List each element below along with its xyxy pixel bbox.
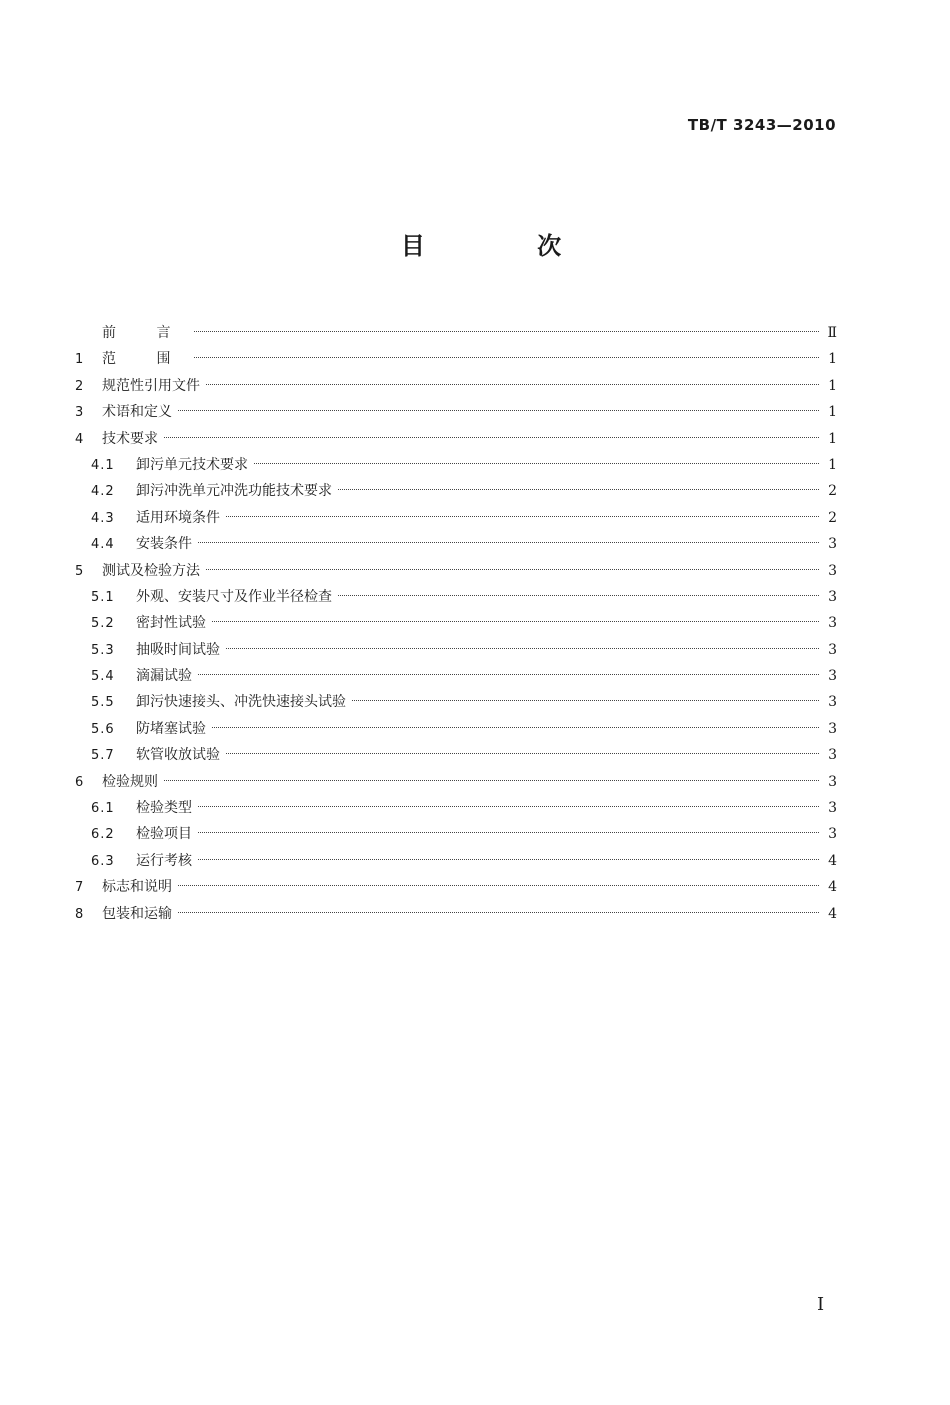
toc-entry[interactable] xyxy=(75,610,837,636)
toc-entry-number: 5.7 xyxy=(91,748,115,764)
toc-entry-number: 7 xyxy=(75,880,84,896)
toc-entry-page: 3 xyxy=(828,615,837,632)
toc-dot-leader xyxy=(226,516,819,517)
toc-entry-title: 测试及检验方法 xyxy=(102,562,200,579)
toc-entry[interactable] xyxy=(75,478,837,504)
toc-entry-number: 6 xyxy=(75,774,84,790)
toc-entry-title: 适用环境条件 xyxy=(136,509,220,526)
toc-entry-number: 4.2 xyxy=(91,484,115,500)
toc-entry[interactable] xyxy=(75,531,837,557)
standard-code: TB/T 3243—2010 xyxy=(687,116,836,134)
toc-entry-number: 2 xyxy=(75,378,84,394)
toc-entry-page: 2 xyxy=(828,509,837,526)
toc-entry-page: 1 xyxy=(828,404,837,421)
toc-dot-leader xyxy=(198,542,819,543)
toc-entry[interactable] xyxy=(75,821,837,847)
toc-entry-title: 检验规则 xyxy=(102,773,158,790)
toc-entry-title: 范 围 xyxy=(102,351,189,368)
toc-entry-title: 卸污冲洗单元冲洗功能技术要求 xyxy=(136,483,332,500)
toc-entry-number: 1 xyxy=(75,352,84,368)
toc-entry-number: 4 xyxy=(75,431,84,447)
toc-entry-number: 6.2 xyxy=(91,827,115,843)
toc-entry-page: 3 xyxy=(828,641,837,658)
toc-entry-page: 3 xyxy=(828,826,837,843)
toc-entry-page: 3 xyxy=(828,800,837,817)
toc-entry[interactable] xyxy=(75,663,837,689)
toc-entry-page: 3 xyxy=(828,720,837,737)
toc-dot-leader xyxy=(206,569,819,570)
toc-entry-title: 外观、安装尺寸及作业半径检查 xyxy=(136,588,332,605)
toc-entry-page: 3 xyxy=(828,536,837,553)
toc-entry-number: 4.3 xyxy=(91,510,115,526)
toc-entry[interactable] xyxy=(75,848,837,874)
toc-dot-leader xyxy=(178,912,819,913)
toc-entry-page: 4 xyxy=(828,905,837,922)
toc-entry-title: 滴漏试验 xyxy=(136,668,192,685)
toc-entry[interactable] xyxy=(75,689,837,715)
toc-entry-number: 8 xyxy=(75,906,84,922)
toc-entry-page: 1 xyxy=(828,351,837,368)
toc-entry-page: 4 xyxy=(828,879,837,896)
toc-dot-leader xyxy=(226,648,819,649)
toc-entry-page: 1 xyxy=(828,456,837,473)
toc-entry[interactable] xyxy=(75,584,837,610)
toc-entry-number: 3 xyxy=(75,405,84,421)
toc-entry-page: 2 xyxy=(828,483,837,500)
toc-entry[interactable] xyxy=(75,901,837,927)
toc-dot-leader xyxy=(198,832,819,833)
toc-entry-title: 规范性引用文件 xyxy=(102,377,200,394)
toc-entry-title: 软管收放试验 xyxy=(136,747,220,764)
toc-dot-leader xyxy=(164,780,819,781)
toc-dot-leader xyxy=(194,357,819,358)
toc-dot-leader xyxy=(212,727,819,728)
toc-entry[interactable] xyxy=(75,399,837,425)
toc-entry-number: 4.1 xyxy=(91,457,115,473)
toc-entry-title: 技术要求 xyxy=(102,430,158,447)
toc-dot-leader xyxy=(352,700,819,701)
toc-entry[interactable] xyxy=(75,874,837,900)
toc-entry-page: 3 xyxy=(828,668,837,685)
toc-entry-title: 抽吸时间试验 xyxy=(136,641,220,658)
toc-entry-number: 5.2 xyxy=(91,616,115,632)
toc-entry-title: 包装和运输 xyxy=(102,905,172,922)
toc-entry-title: 卸污快速接头、冲洗快速接头试验 xyxy=(136,694,346,711)
toc-entry-page: 3 xyxy=(828,694,837,711)
toc-entry[interactable] xyxy=(75,373,837,399)
table-of-contents xyxy=(75,320,837,927)
toc-entry-title: 检验项目 xyxy=(136,826,192,843)
toc-entry-title: 安装条件 xyxy=(136,536,192,553)
toc-entry-title: 防堵塞试验 xyxy=(136,720,206,737)
toc-entry-number: 5.1 xyxy=(91,589,115,605)
toc-entry-title: 密封性试验 xyxy=(136,615,206,632)
toc-entry-title: 运行考核 xyxy=(136,852,192,869)
toc-entry-page: 4 xyxy=(828,852,837,869)
toc-entry[interactable] xyxy=(75,346,837,372)
toc-entry-number: 6.1 xyxy=(91,801,115,817)
toc-entry-page: 3 xyxy=(828,588,837,605)
toc-dot-leader xyxy=(178,410,819,411)
toc-entry-page: 3 xyxy=(828,562,837,579)
toc-dot-leader xyxy=(178,885,819,886)
toc-entry-title: 术语和定义 xyxy=(102,404,172,421)
toc-entry[interactable] xyxy=(75,505,837,531)
toc-entry[interactable] xyxy=(75,716,837,742)
toc-dot-leader xyxy=(164,437,819,438)
toc-entry-number: 5.5 xyxy=(91,695,115,711)
toc-entry-title: 检验类型 xyxy=(136,800,192,817)
toc-entry[interactable] xyxy=(75,320,837,346)
toc-dot-leader xyxy=(338,595,819,596)
toc-entry-page: 1 xyxy=(828,377,837,394)
toc-entry-number: 4.4 xyxy=(91,537,115,553)
toc-dot-leader xyxy=(198,859,819,860)
toc-entry-number: 5.6 xyxy=(91,721,115,737)
toc-entry-number: 5 xyxy=(75,563,84,579)
toc-dot-leader xyxy=(338,489,819,490)
toc-entry-title: 卸污单元技术要求 xyxy=(136,456,248,473)
toc-dot-leader xyxy=(198,806,819,807)
toc-entry[interactable] xyxy=(75,452,837,478)
toc-entry[interactable] xyxy=(75,742,837,768)
toc-entry[interactable] xyxy=(75,795,837,821)
toc-dot-leader xyxy=(226,753,819,754)
page-title: 目 次 xyxy=(400,232,614,260)
toc-entry-title: 标志和说明 xyxy=(102,879,172,896)
toc-entry-page: 3 xyxy=(828,747,837,764)
toc-dot-leader xyxy=(212,621,819,622)
toc-entry-number: 6.3 xyxy=(91,853,115,869)
toc-entry[interactable] xyxy=(75,558,837,584)
toc-dot-leader xyxy=(198,674,819,675)
toc-entry[interactable] xyxy=(75,769,837,795)
toc-entry-number: 5.3 xyxy=(91,642,115,658)
toc-entry-title: 前 言 xyxy=(102,325,189,341)
toc-dot-leader xyxy=(206,384,819,385)
page-number: I xyxy=(817,1294,825,1315)
toc-entry-number: 5.4 xyxy=(91,669,115,685)
toc-dot-leader xyxy=(254,463,819,464)
toc-entry[interactable] xyxy=(75,426,837,452)
toc-entry[interactable] xyxy=(75,637,837,663)
toc-entry-page: Ⅱ xyxy=(827,325,837,341)
toc-entry-page: 3 xyxy=(828,773,837,790)
toc-entry-page: 1 xyxy=(828,430,837,447)
toc-dot-leader xyxy=(194,331,819,332)
